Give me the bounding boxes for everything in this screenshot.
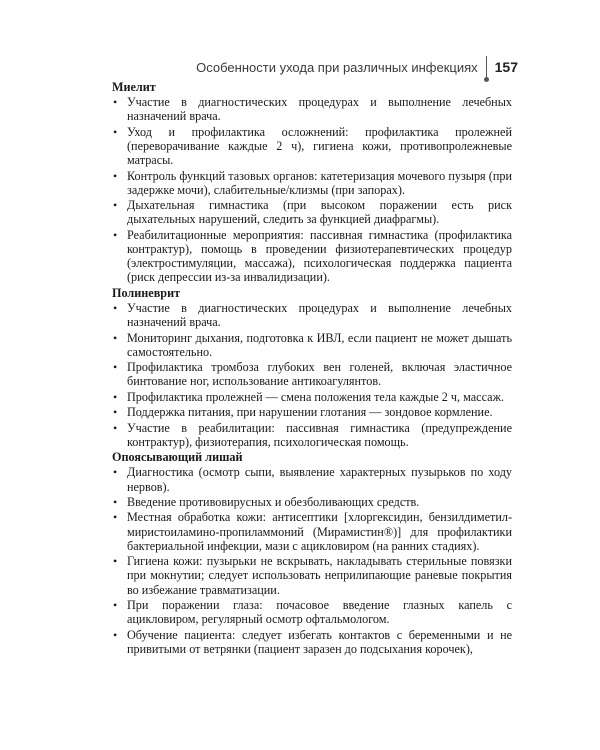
list-item: • Профилактика тромбоза глубоких вен голеней, включая эластичное бинтование ног, использование антикоагулянтов. [112, 360, 512, 388]
list-item: • Участие в диагностических процедурах и выполнение лечебных назначений врача. [112, 95, 512, 123]
running-header [196, 56, 518, 78]
list-item: • Гигиена кожи: пузырьки не вскрывать, накладывать стерильные повязки при мокнутии; следует использовать неприлипающие раневые покрытия во избежание травматизации. [112, 554, 512, 597]
running-title: Особенности ухода при различных инфекциях [196, 59, 478, 75]
list-item: • Обучение пациента: следует избегать контактов с беременными и не привитыми от ветрянки (пациент заразен до подсыхания корочек), [112, 628, 512, 656]
section-title: Полиневрит [112, 285, 181, 300]
list-item: • Контроль функций тазовых органов: катетеризация мочевого пузыря (при задержке мочи), слабительные/клизмы (при запорах). [112, 169, 512, 197]
section-polyneuritis [112, 286, 512, 449]
section-myelitis [112, 80, 512, 285]
page-content [112, 80, 512, 657]
list-item: • Местная обработка кожи: антисептики [хлоргексидин, бензилдиметил-миристоиламино-пропиламмоний (Мирамистин®)] для профилактики бактериальной инфекции, мази с ацикловиром (на ранних стадиях). [112, 510, 512, 553]
header-divider [486, 56, 487, 78]
list-item: • Реабилитационные мероприятия: пассивная гимнастика (профилактика контрактур), помощь в проведении физиотерапевтических процедур (электростимуляции, массажа), психологическая поддержка пациента (риск депрессии из-за инвалидизации). [112, 228, 512, 285]
section-title: Миелит [112, 80, 156, 94]
bullet-list [112, 465, 512, 656]
list-item: • При поражении глаза: почасовое введение глазных капель с ацикловиром, регулярный осмотр офтальмологом. [112, 598, 512, 626]
list-item: • Диагностика (осмотр сыпи, выявление характерных пузырьков по ходу нервов). [112, 465, 512, 493]
list-item: • Поддержка питания, при нарушении глотания — зондовое кормление. [112, 405, 512, 419]
list-item: • Мониторинг дыхания, подготовка к ИВЛ, если пациент не может дышать самостоятельно. [112, 331, 512, 359]
bullet-list [112, 95, 512, 284]
page-number: 157 [494, 59, 518, 75]
list-item: • Дыхательная гимнастика (при высоком поражении есть риск дыхательных нарушений, следить за функцией диафрагмы). [112, 198, 512, 226]
section-title: Опоясывающий лишай [112, 450, 243, 465]
list-item: • Участие в реабилитации: пассивная гимнастика (предупреждение контрактур), физиотерапия, психологическая помощь. [112, 421, 512, 449]
list-item: • Уход и профилактика осложнений: профилактика пролежней (переворачивание каждые 2 ч), гигиена кожи, противопролежневые матрасы. [112, 125, 512, 168]
list-item: • Введение противовирусных и обезболивающих средств. [112, 495, 512, 509]
list-item: • Профилактика пролежней — смена положения тела каждые 2 ч, массаж. [112, 390, 512, 404]
bullet-list [112, 301, 512, 449]
section-herpes-zoster [112, 450, 512, 656]
list-item: • Участие в диагностических процедурах и выполнение лечебных назначений врача. [112, 301, 512, 329]
